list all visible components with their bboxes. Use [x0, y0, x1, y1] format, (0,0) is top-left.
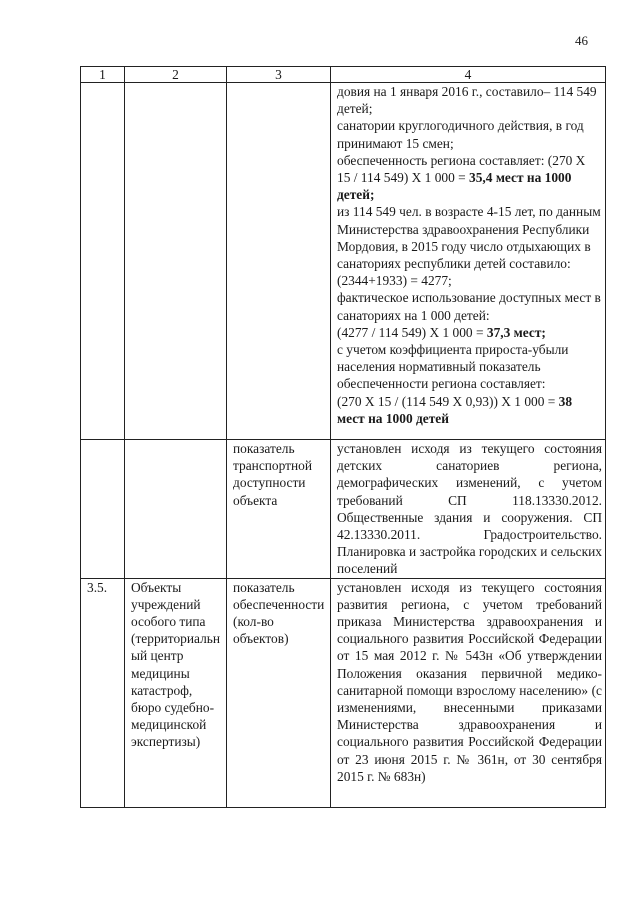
row1-col3: [227, 83, 331, 440]
table-row: [81, 578, 606, 807]
row1-para-5: [337, 324, 602, 341]
row3-col1: 3.5.: [81, 578, 125, 807]
table-row: [81, 83, 606, 440]
row2-col4: [331, 440, 606, 579]
row1-bold-5: 37,3 мест;: [486, 324, 546, 340]
row1-text-7: (270 Х 15 / (114 549 Х 0,93)) Х 1 000 =: [337, 393, 559, 409]
row1-text-1: санатории круглогодичного действия, в год принимают 15 смен;: [337, 118, 584, 151]
page-number: 46: [575, 33, 588, 48]
row1-text-5: (4277 / 114 549) Х 1 000 =: [337, 324, 487, 340]
row2-col1: [81, 440, 125, 579]
row1-text-0: довия на 1 января 2016 г., составило– 114 549 детей;: [337, 84, 597, 117]
row1-para-4: [337, 289, 602, 323]
row1-bold-7: 38 мест на 1000 детей: [337, 393, 573, 426]
row3-text: установлен исходя из текущего состояния развития региона, с учетом требований приказа Министерства здравоохранения и социального развития Российской Федерации от 15 мая 2012 г. № 543н «Об утверждении Положения оказания первичной медико-санитарной помощи взрослому населению» (с изменениями, внесенными приказами Министерства здравоохранения и социального развития Российской Федерации от 23 июня 2015 г. № 361н, от 30 сентября 2015 г. № 683н): [337, 579, 602, 784]
header-cell-4: 4: [331, 67, 606, 83]
row1-col2: [125, 83, 227, 440]
row1-col4: [331, 83, 606, 440]
header-cell-3: 3: [227, 67, 331, 83]
row2-col2: [125, 440, 227, 579]
row3-col3: показатель обеспеченности (кол-во объектов): [227, 578, 331, 807]
row1-bold-2: 35,4 мест на 1000 детей;: [337, 170, 572, 203]
row1-col1: [81, 83, 125, 440]
row1-para-1: [337, 117, 602, 151]
row2-text: установлен исходя из текущего состояния детских санаториев региона, демографических изменений, с учетом требований СП 118.13330.2012. Общественные здания и сооружения. СП 42.13330.2011. Градостроительство. Планировка и застройка городских и сельских поселений: [337, 441, 602, 577]
row1-para-2: [337, 152, 602, 204]
row1-para-0: [337, 83, 602, 117]
row1-text-2: обеспеченность региона составляет: (270 Х 15 / 114 549) Х 1 000 =: [337, 152, 586, 186]
table-header-row: [81, 67, 606, 83]
row1-text-6: с учетом коэффициента прироста-убыли населения нормативный показатель обеспеченности региона составляет:: [337, 342, 569, 392]
header-cell-2: 2: [125, 67, 227, 83]
row1-text-3: из 114 549 чел. в возрасте 4-15 лет, по данным Министерства здравоохранения Республики Мордовия, в 2015 году число отдыхающих в санаториях республики детей составило: (2344+1933) = 4277;: [337, 204, 601, 289]
header-cell-1: 1: [81, 67, 125, 83]
row1-para-3: [337, 203, 602, 289]
row1-para-7: [337, 393, 602, 427]
row1-text-4: фактическое использование доступных мест в санаториях на 1 000 детей:: [337, 290, 601, 323]
row3-col4: [331, 578, 606, 807]
row1-para-6: [337, 341, 602, 393]
row2-col3: показатель транспортной доступности объекта: [227, 440, 331, 579]
document-table: [80, 66, 606, 808]
table-row: [81, 440, 606, 579]
row3-col2: Объекты учреждений особого типа (территориальный центр медицины катастроф, бюро судебно-медицинской экспертизы): [125, 578, 227, 807]
